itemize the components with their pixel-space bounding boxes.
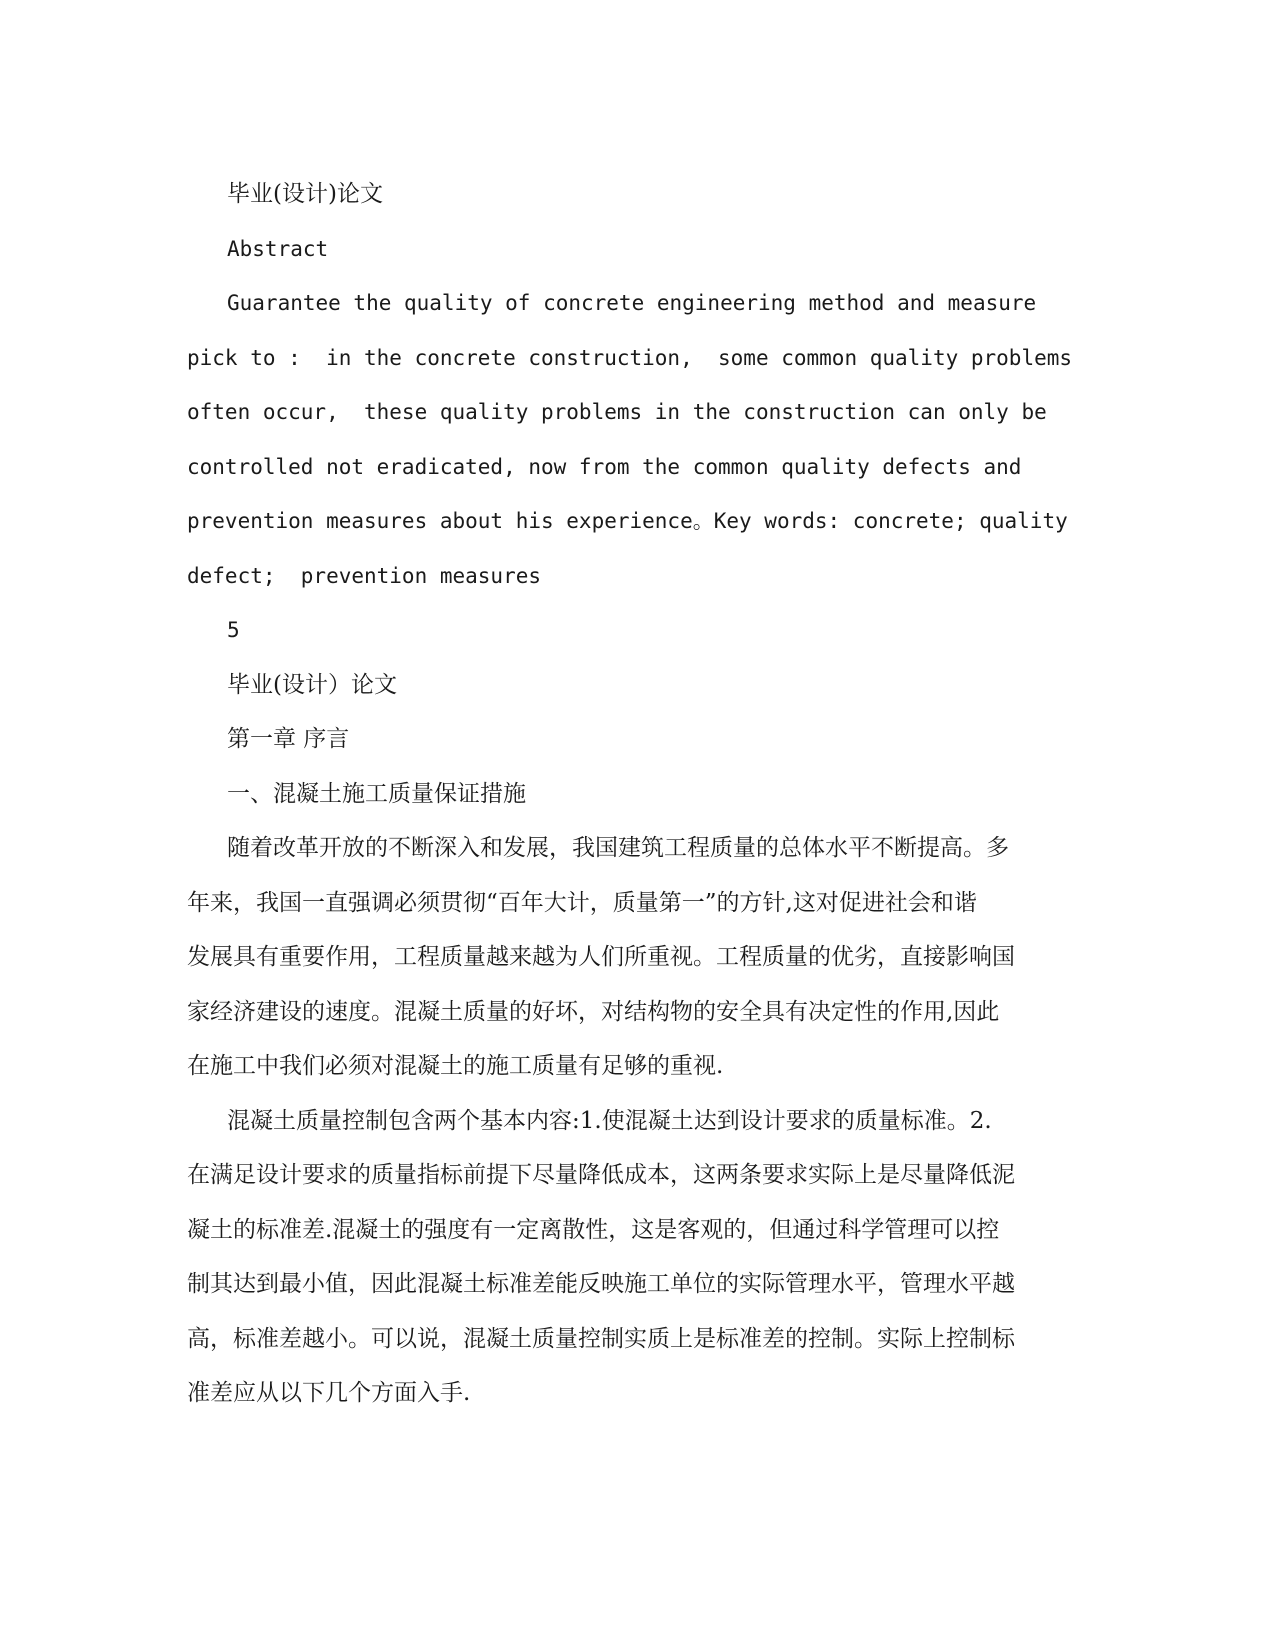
- paragraph-line: 高，标准差越小。可以说，混凝土质量控制实质上是标准差的控制。实际上控制标: [187, 1325, 1015, 1352]
- paragraph-line: 随着改革开放的不断深入和发展，我国建筑工程质量的总体水平不断提高。多: [227, 835, 1009, 861]
- page-number: 5: [227, 618, 240, 642]
- abstract-line: often occur, these quality problems in the construction can only be: [187, 400, 1047, 424]
- paragraph-1: [187, 821, 1090, 1094]
- header-title: 毕业(设计)论文: [227, 181, 383, 207]
- paragraph-line: 在满足设计要求的质量指标前提下尽量降低成本，这两条要求实际上是尽量降低泥: [187, 1162, 1015, 1188]
- document-body: [187, 167, 1090, 1421]
- chapter-title: 第一章 序言: [227, 726, 350, 752]
- abstract-paragraph: [187, 276, 1090, 603]
- abstract-line: Guarantee the quality of concrete engineering method and measure: [227, 291, 1037, 315]
- paragraph-line: 发展具有重要作用，工程质量越来越为人们所重视。工程质量的优劣，直接影响国: [187, 944, 1015, 970]
- paragraph-line: 年来，我国一直强调必须贯彻“百年大计，质量第一”的方针,这对促进社会和谐: [187, 889, 977, 916]
- paragraph-line: 家经济建设的速度。混凝土质量的好坏，对结构物的安全具有决定性的作用,因此: [187, 998, 1000, 1025]
- abstract-heading: Abstract: [227, 236, 329, 261]
- abstract-line: controlled not eradicated, now from the common quality defects and: [187, 454, 1022, 479]
- section-title: 一、混凝土施工质量保证措施: [227, 780, 526, 807]
- paragraph-line: 凝土的标准差.混凝土的强度有一定离散性，这是客观的，但通过科学管理可以控: [187, 1216, 1000, 1243]
- paragraph-line: 在施工中我们必须对混凝土的施工质量有足够的重视.: [187, 1053, 724, 1079]
- abstract-line: pick to : in the concrete construction, some common quality problems: [187, 345, 1073, 370]
- paragraph-line: 制其达到最小值，因此混凝土标准差能反映施工单位的实际管理水平，管理水平越: [187, 1271, 1015, 1297]
- paragraph-2: [187, 1094, 1090, 1421]
- paragraph-line: 混凝土质量控制包含两个基本内容:1.使混凝土达到设计要求的质量标准。2.: [227, 1107, 992, 1134]
- paragraph-line: 准差应从以下几个方面入手.: [187, 1380, 471, 1406]
- header-title-repeat: 毕业(设计）论文: [227, 671, 397, 698]
- abstract-line: defect; prevention measures: [187, 563, 542, 588]
- abstract-line: prevention measures about his experience。Key words: concrete; quality: [187, 509, 1068, 533]
